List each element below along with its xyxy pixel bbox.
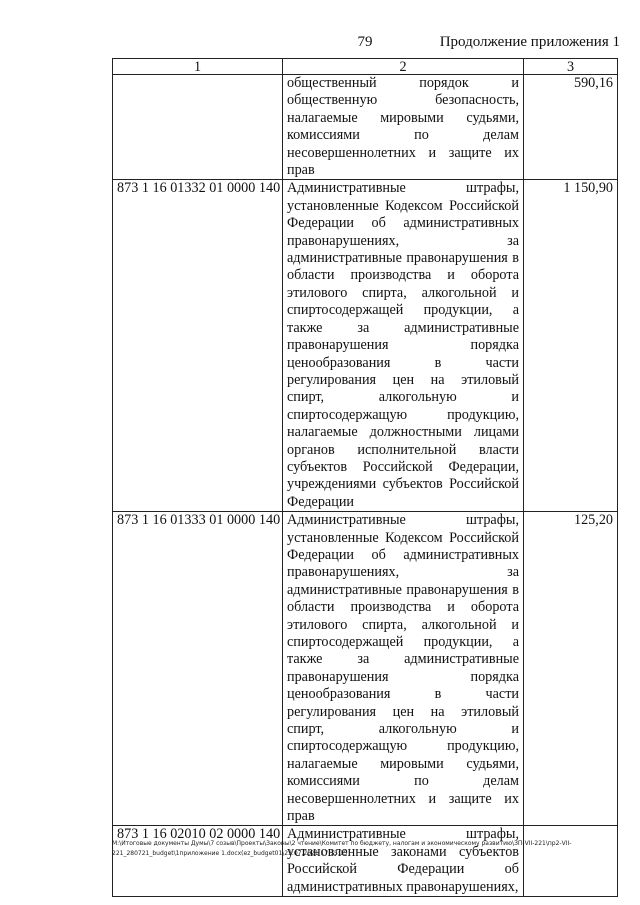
description-line: налагаемые мировыми судьями,: [287, 109, 519, 126]
description-line: налагаемые должностными лицами: [287, 424, 519, 441]
description-line: Административные штрафы,: [287, 180, 519, 197]
description-line: административных правонарушениях,: [287, 878, 519, 895]
description-line: учреждениями субъектов Российской: [287, 476, 519, 493]
description-line: Российской Федерации об: [287, 861, 519, 878]
description-line: Федерации об административных: [287, 215, 519, 232]
description-line: установленные Кодексом Российской: [287, 197, 519, 214]
description-line: спирт, алкогольную и: [287, 389, 519, 406]
table-row: [113, 512, 618, 826]
file-path-footer: [112, 839, 622, 859]
description-line: этилового спирта, алкогольной и: [287, 616, 519, 633]
column-header-3: 3: [524, 59, 618, 75]
page-number: 79: [357, 34, 373, 50]
description-line: спиртосодержащую продукцию,: [287, 406, 519, 423]
footer-line-2: 221_280721_budget\1приложение 1.docx(ez_budget01\23.07.2021 17:15:15: [112, 850, 348, 857]
description-line: спиртосодержащую продукцию,: [287, 738, 519, 755]
description-line: прав: [287, 808, 315, 825]
description-line: административные правонарушения в: [287, 250, 519, 267]
amount-value: 590,16: [524, 75, 618, 180]
description-line: Административные штрафы,: [287, 826, 519, 843]
description-line: субъектов Российской Федерации,: [287, 458, 519, 475]
revenue-description: [283, 826, 524, 897]
classification-code: [113, 75, 283, 180]
column-header-2: 2: [283, 59, 524, 75]
description-line: комиссиями по делам: [287, 127, 519, 144]
description-line: спиртосодержащей продукции, а: [287, 634, 519, 650]
description-line: Федерации: [287, 493, 355, 510]
classification-code: 873 1 16 01333 01 0000 140: [113, 512, 283, 826]
description-line: административные правонарушения в: [287, 581, 519, 598]
revenue-description: [283, 75, 524, 180]
description-line: комиссиями по делам: [287, 773, 519, 790]
description-line: Федерации об административных: [287, 546, 519, 563]
description-line: общественную безопасность,: [287, 92, 519, 109]
amount-value: 125,20: [524, 512, 618, 826]
description-line: спирт, алкогольную и: [287, 721, 519, 738]
amount-value: [524, 826, 618, 897]
description-line: ценообразования в части: [287, 354, 519, 371]
classification-code: 873 1 16 02010 02 0000 140: [113, 826, 283, 897]
description-line: ценообразования в части: [287, 686, 519, 703]
description-line: несовершеннолетних и защите их: [287, 144, 519, 161]
description-line: спиртосодержащей продукции, а: [287, 302, 519, 319]
description-line: регулирования цен на этиловый: [287, 703, 519, 720]
revenue-description: [283, 180, 524, 512]
description-line: правонарушения порядка: [287, 668, 519, 685]
table-row: [113, 826, 618, 897]
description-line: установленные Кодексом Российской: [287, 529, 519, 546]
description-line: правонарушения порядка: [287, 337, 519, 354]
description-line: налагаемые мировыми судьями,: [287, 755, 519, 772]
budget-table: [112, 58, 618, 897]
description-line: области производства и оборота: [287, 267, 519, 284]
description-line: правонарушениях, за: [287, 232, 519, 249]
description-line: установленные законами субъектов: [287, 843, 519, 860]
continuation-label: Продолжение приложения 1: [439, 34, 620, 50]
description-line: регулирования цен на этиловый: [287, 371, 519, 388]
table-row: [113, 180, 618, 512]
table-row: [113, 75, 618, 180]
description-line: этилового спирта, алкогольной и: [287, 284, 519, 301]
amount-value: 1 150,90: [524, 180, 618, 512]
table-body: [113, 75, 618, 897]
description-line: Административные штрафы,: [287, 512, 519, 529]
column-header-1: 1: [113, 59, 283, 75]
classification-code: 873 1 16 01332 01 0000 140: [113, 180, 283, 512]
description-line: прав: [287, 162, 315, 179]
table-header-row: [113, 59, 618, 75]
description-line: также за административные: [287, 651, 519, 668]
revenue-description: [283, 512, 524, 826]
description-line: несовершеннолетних и защите их: [287, 790, 519, 807]
description-line: органов исполнительной власти: [287, 441, 519, 458]
description-line: также за административные: [287, 319, 519, 336]
description-line: правонарушениях, за: [287, 564, 519, 581]
footer-line-1: M:\Итоговые документы Думы\7 созыв\Проекты\Законы\2 чтение\Комитет по бюджету, налогам и экономическому развитию\ЗП-VII-221\пр2-VII-: [112, 840, 572, 847]
description-line: общественный порядок и: [287, 75, 519, 91]
description-line: области производства и оборота: [287, 599, 519, 616]
